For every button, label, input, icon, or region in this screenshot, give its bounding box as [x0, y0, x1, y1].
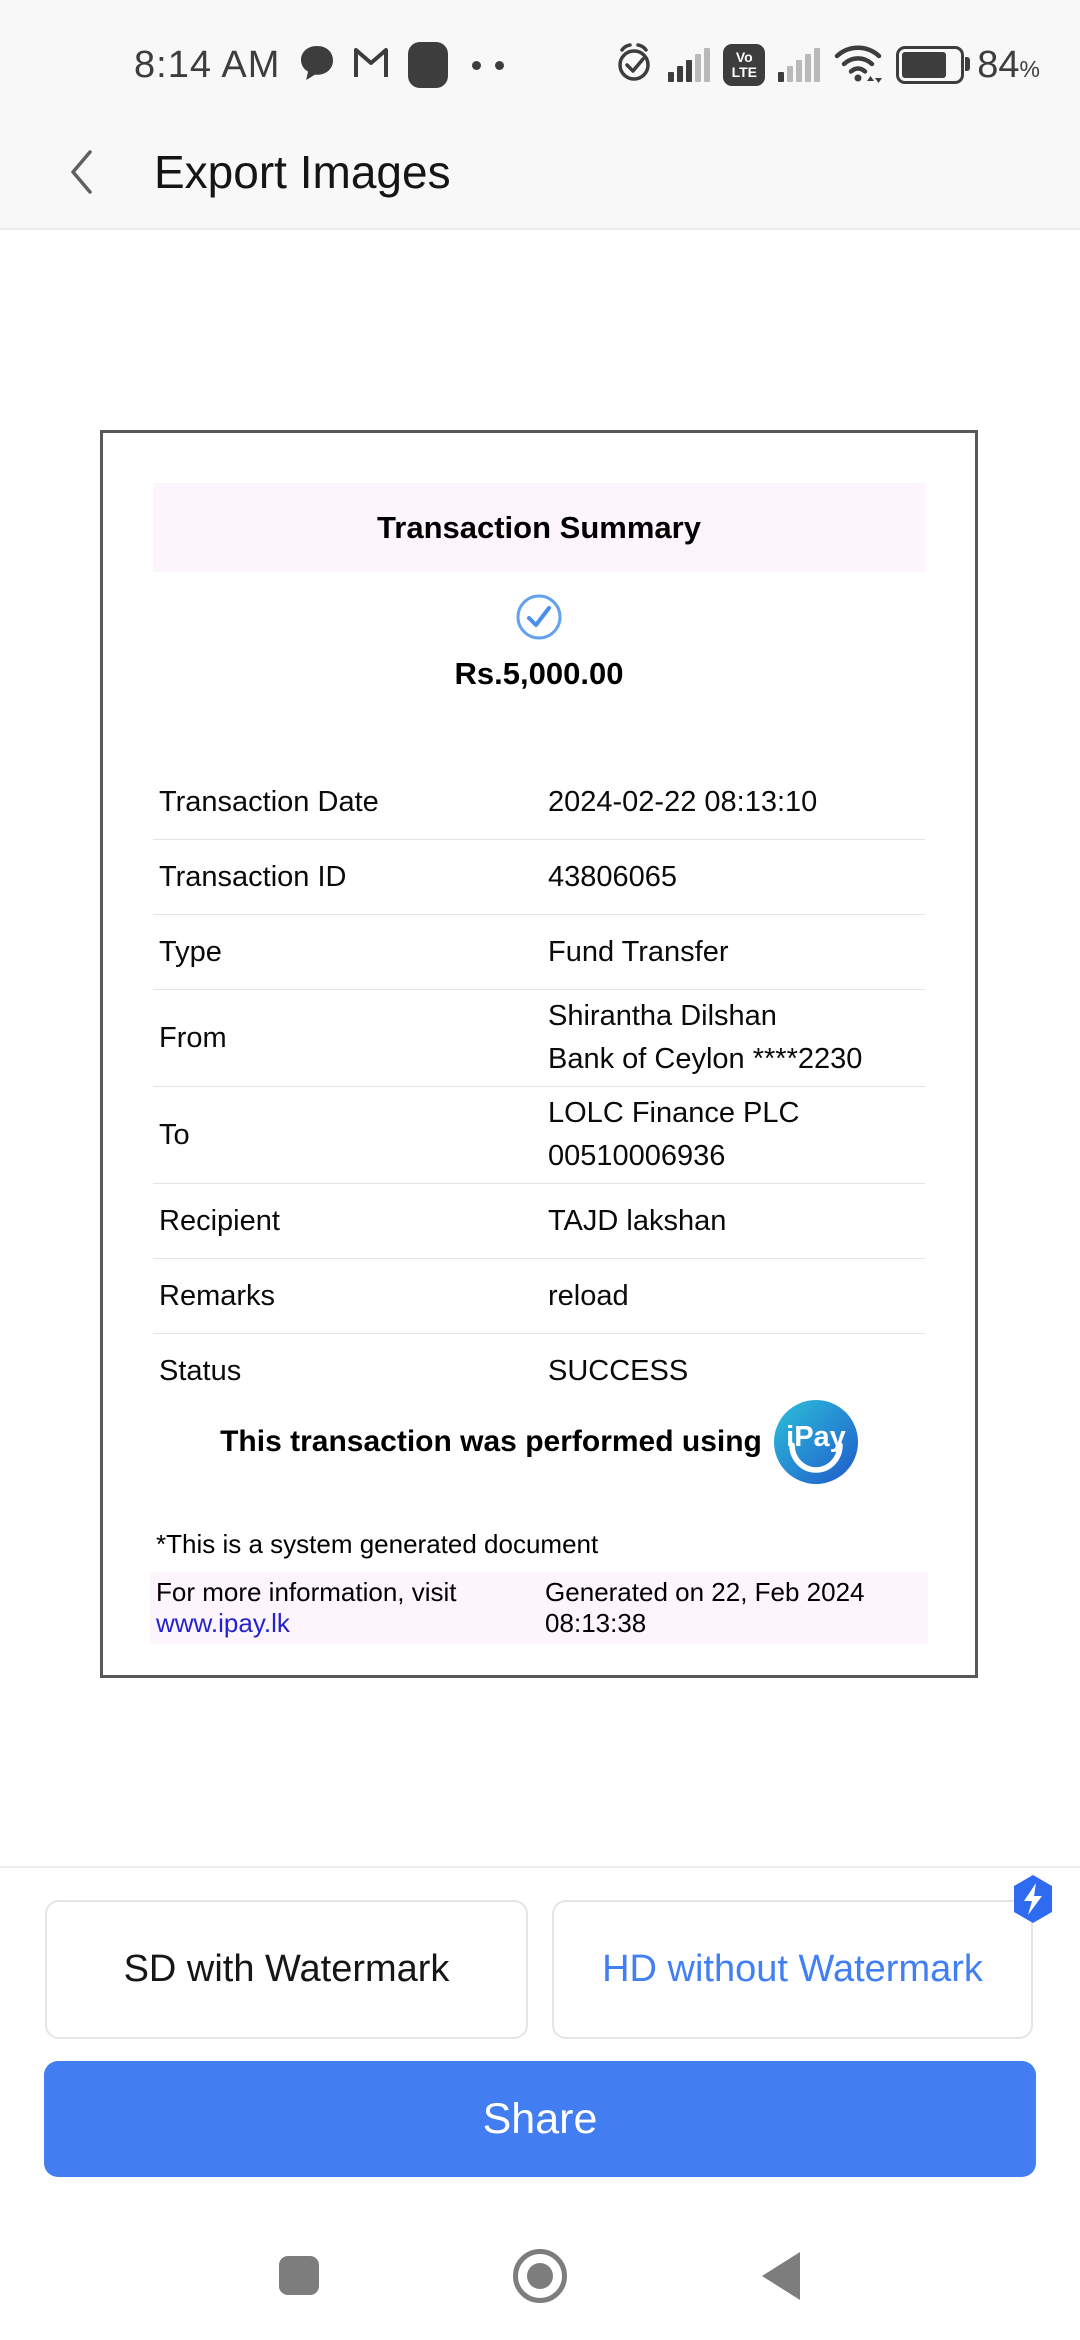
svg-text:iPay: iPay	[786, 1421, 846, 1453]
gmail-icon	[352, 46, 390, 85]
chat-bubble-notification-icon	[298, 44, 334, 87]
wifi-icon	[833, 41, 883, 90]
nav-back-button[interactable]	[762, 2252, 800, 2300]
battery-icon	[896, 46, 964, 84]
table-row	[153, 1259, 925, 1334]
row-value: TAJD lakshan	[548, 1204, 727, 1237]
ipay-logo-icon	[774, 1400, 858, 1484]
alarm-icon	[613, 42, 655, 89]
receipt-title: Transaction Summary	[377, 509, 701, 545]
status-bar	[0, 0, 1080, 116]
row-value: 2024-02-22 08:13:10	[548, 785, 818, 818]
system-generated-note: *This is a system generated document	[156, 1529, 599, 1559]
share-button-label: Share	[482, 2094, 598, 2143]
more-info-text: For more information, visit www.ipay.lk	[156, 1577, 457, 1638]
row-label: Status	[159, 1354, 242, 1387]
chevron-left-icon	[68, 148, 94, 196]
sd-with-watermark-button[interactable]	[45, 1900, 528, 2039]
volte-icon: Vo LTE	[723, 44, 765, 86]
table-row	[153, 765, 925, 840]
status-value: SUCCESS	[548, 1354, 689, 1387]
ipay-link-text: www.ipay.lk	[156, 1608, 290, 1638]
nav-home-button[interactable]	[513, 2249, 567, 2303]
sd-button-label: SD with Watermark	[123, 1948, 450, 1990]
table-row	[153, 990, 925, 1087]
back-button[interactable]	[58, 147, 104, 197]
row-value: reload	[548, 1279, 629, 1312]
row-label: Remarks	[159, 1279, 276, 1312]
battery-percentage: 84%	[977, 43, 1040, 86]
row-label: From	[159, 1021, 227, 1054]
row-value: 43806065	[548, 860, 678, 893]
transaction-receipt-preview	[100, 430, 978, 1678]
page-title: Export Images	[154, 146, 451, 198]
hd-without-watermark-button[interactable]	[552, 1900, 1033, 2039]
success-check-icon	[515, 593, 563, 641]
row-label: Recipient	[159, 1204, 280, 1237]
app-notification-icon	[408, 42, 448, 88]
table-row	[153, 840, 925, 915]
transaction-amount: Rs.5,000.00	[454, 656, 624, 691]
table-row	[153, 915, 925, 990]
receipt-title-band	[153, 483, 925, 572]
row-label: Transaction ID	[159, 860, 347, 893]
status-bar-left	[134, 42, 504, 88]
signal-strength-icon-sim2	[778, 48, 820, 82]
row-label: Transaction Date	[159, 785, 379, 818]
signal-strength-icon-sim1	[668, 48, 710, 82]
row-value: Shirantha Dilshan Bank of Ceylon ****2230	[548, 1000, 863, 1075]
status-bar-right	[613, 41, 1040, 90]
table-row	[153, 1184, 925, 1259]
receipt-footer-strip	[150, 1572, 928, 1644]
share-button[interactable]	[44, 2061, 1036, 2177]
table-row	[153, 1334, 925, 1408]
row-value: LOLC Finance PLC 00510006936	[548, 1097, 800, 1172]
row-value: Fund Transfer	[548, 935, 729, 968]
performed-using-line: This transaction was performed using iPay	[103, 1400, 975, 1484]
nav-recents-button[interactable]	[279, 2256, 319, 2295]
table-row	[153, 1087, 925, 1184]
more-notifications-dots-icon	[472, 61, 504, 70]
row-label: Type	[159, 935, 222, 968]
success-check-wrap	[103, 593, 975, 641]
clock-text: 8:14 AM	[134, 43, 281, 86]
generated-on-text: Generated on 22, Feb 2024 08:13:38	[545, 1577, 865, 1638]
premium-lightning-badge-icon	[1011, 1874, 1055, 1929]
receipt-table	[153, 765, 925, 1408]
hd-button-label: HD without Watermark	[602, 1948, 983, 1990]
app-bar	[0, 116, 1080, 230]
bottom-sheet-divider	[0, 1866, 1080, 1868]
row-label: To	[159, 1118, 190, 1151]
